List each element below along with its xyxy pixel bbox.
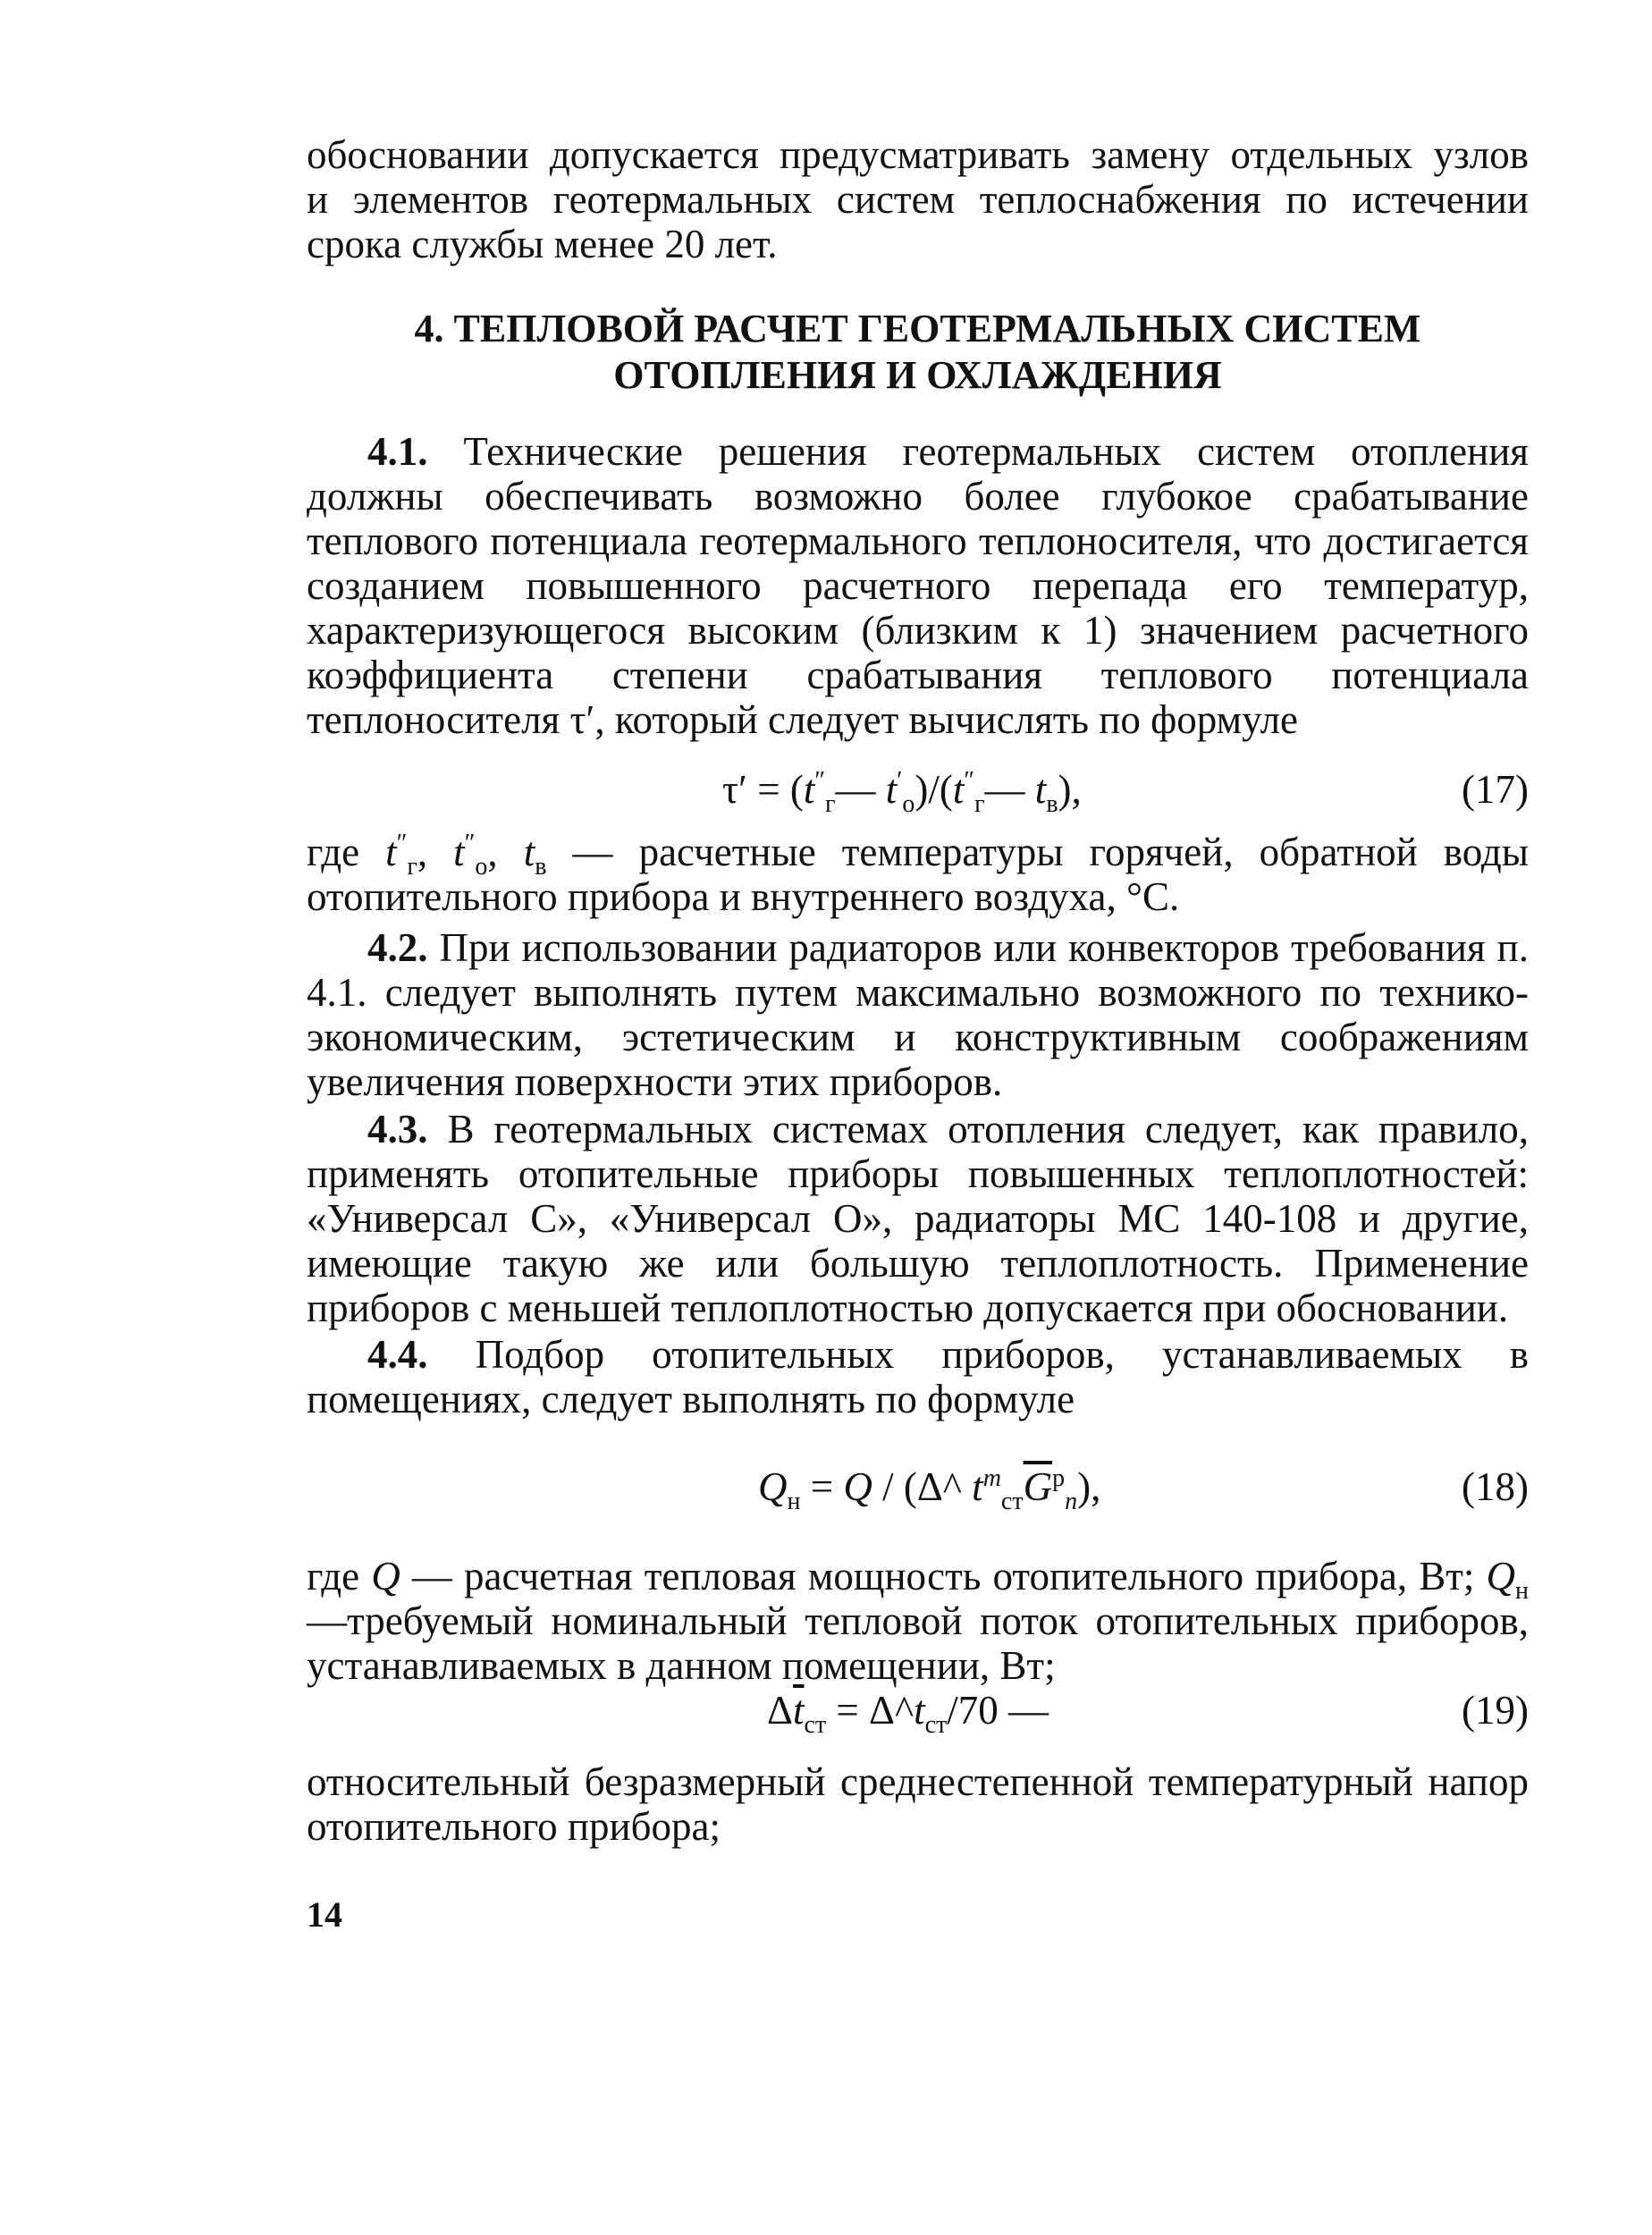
section-heading-line-1: 4. ТЕПЛОВОЙ РАСЧЕТ ГЕОТЕРМАЛЬНЫХ СИСТЕМ: [414, 307, 1421, 350]
equation-number-19: (19): [1462, 1688, 1529, 1733]
paragraph-text: В геотермальных системах отопления следует, как правило, применять отопительные приборы повышенных теплоплотностей: «Универсал С», «Универсал О», радиаторы МС 140-108 и другие, имеющие такую же или большую теплоплотность. Применение приборов с меньшей теплоплотностью допускается при обосновании.: [307, 1107, 1529, 1330]
paragraph-number: 4.2.: [367, 925, 428, 970]
section-heading: [307, 306, 1529, 399]
formula-19: $\Delta\overline{t}_{ст}$ = $\Delta\^{}t_{ст}/70$ —: [767, 1688, 1049, 1739]
intro-line-2: и элементов геотермальных систем теплоснабжения по истечении: [307, 177, 1529, 222]
paragraph-number: 4.1.: [367, 429, 428, 474]
tail-text: относительный безразмерный среднестепенной температурный напор отопительного прибора;: [307, 1759, 1529, 1849]
paragraph-text: Технические решения геотермальных систем отопления должны обеспечивать возможно более глубокое срабатывание теплового потенциала геотермального теплоносителя, что достигается созданием повышенного расчетного перепада его температур, характеризующегося высоким (близким к 1) значением расчетного коэффициента степени срабатывания теплового потенциала теплоносителя τ′, который следует вычислять по формуле: [307, 429, 1529, 742]
intro-paragraph: [307, 132, 1529, 266]
equation-number-18: (18): [1462, 1464, 1529, 1509]
where-18: где Q — расчетная тепловая мощность отопительного прибора, Вт; $Q_н$ —требуемый номинальный тепловой поток отопительных приборов, устанавливаемых в данном помещении, Вт;: [307, 1554, 1530, 1688]
formula-18: $Q_н = Q$ / (Δ^ $t^m_{ст}\overline{G}^p_п$),: [758, 1464, 1101, 1515]
paragraph-4-4: [307, 1332, 1529, 1421]
paragraph-number: 4.4.: [367, 1332, 428, 1377]
tail-paragraph: [307, 1759, 1529, 1849]
where-17-text: — расчетные температуры горячей, обратной воды отопительного прибора и внутреннего воздуха, °С.: [307, 830, 1530, 919]
paragraph-4-3: [307, 1107, 1529, 1330]
paragraph-number: 4.3.: [367, 1107, 428, 1151]
intro-line-3: срока службы менее 20 лет.: [307, 222, 778, 266]
where-17: где $t''_г$, $t''_о$, $t_в$ — расчетные температуры горячей, обратной воды отопительного прибора и внутреннего воздуха, °С.: [307, 830, 1530, 919]
section-heading-line-2: ОТОПЛЕНИЯ И ОХЛАЖДЕНИЯ: [613, 353, 1222, 397]
paragraph-text: Подбор отопительных приборов, устанавливаемых в помещениях, следует выполнять по формуле: [307, 1332, 1530, 1421]
page-number: 14: [307, 1894, 342, 1935]
paragraph-4-2: [307, 925, 1529, 1104]
paragraph-4-1: [307, 429, 1529, 742]
formula-17: $\tau' = (t''_г—$ $t'_о)/(t''_г—$ $t_в$),: [722, 767, 1082, 818]
equation-number-17: (17): [1462, 767, 1529, 812]
paragraph-text: При использовании радиаторов или конвекторов требования п. 4.1. следует выполнять путем максимально возможного по технико-экономическим, эстетическим и конструктивным соображениям увеличения поверхности этих приборов.: [307, 925, 1529, 1104]
intro-line-1: обосновании допускается предусматривать замену отдельных узлов: [307, 132, 1529, 177]
